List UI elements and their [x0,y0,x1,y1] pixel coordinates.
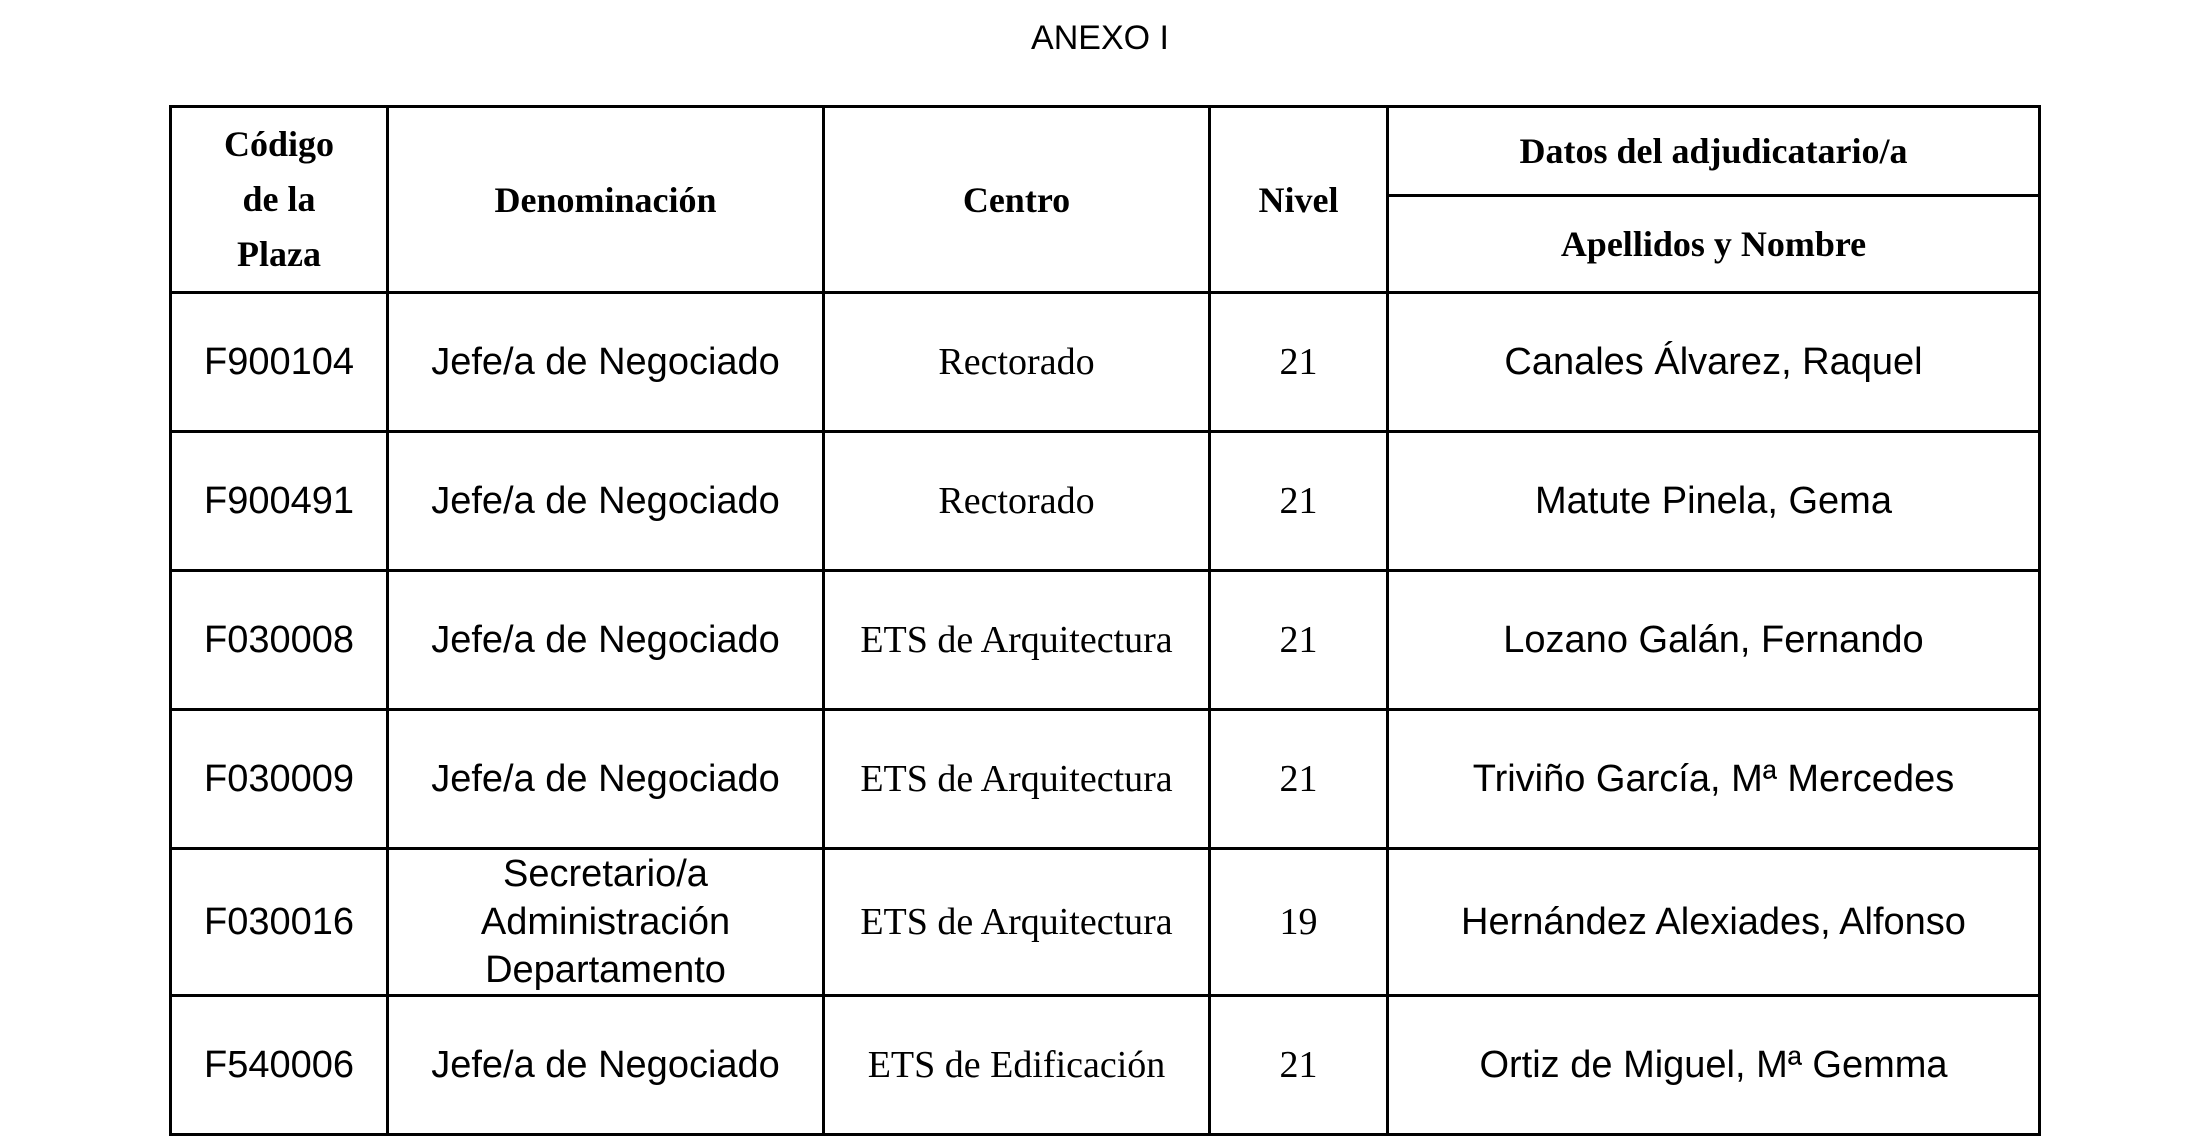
cell-centro: ETS de Edificación [824,996,1210,1135]
cell-denominacion-line-1: Secretario/a [503,853,708,895]
table-row [171,996,2040,1135]
table-header [171,107,2040,293]
cell-nombre: Hernández Alexiades, Alfonso [1388,849,2040,996]
cell-codigo: F030009 [171,710,388,849]
cell-centro: Rectorado [824,293,1210,432]
table-body [171,293,2040,1135]
cell-nivel: 19 [1210,849,1388,996]
table-row [171,571,2040,710]
header-codigo-line-3: Plaza [237,234,321,274]
table-row [171,849,2040,996]
document-title: ANEXO I [1031,19,1169,57]
cell-denominacion [388,849,824,996]
cell-denominacion: Jefe/a de Negociado [388,710,824,849]
table-row [171,710,2040,849]
cell-nombre: Ortiz de Miguel, Mª Gemma [1388,996,2040,1135]
header-codigo-line-1: Código [223,124,335,164]
table-row [171,293,2040,432]
cell-denominacion: Jefe/a de Negociado [388,293,824,432]
cell-centro: ETS de Arquitectura [824,849,1210,996]
cell-denominacion-line-3: Departamento [485,949,726,991]
table-row [171,432,2040,571]
header-nivel: Nivel [1210,107,1388,293]
cell-denominacion-line-2: Administración [480,901,731,943]
header-codigo-line-2: de la [242,179,316,219]
cell-codigo: F900104 [171,293,388,432]
cell-centro: ETS de Arquitectura [824,710,1210,849]
header-codigo [171,107,388,293]
adjudication-table [169,105,2041,1136]
header-denominacion: Denominación [388,107,824,293]
cell-nombre: Triviño García, Mª Mercedes [1388,710,2040,849]
cell-denominacion: Jefe/a de Negociado [388,996,824,1135]
cell-denominacion: Jefe/a de Negociado [388,571,824,710]
cell-nivel: 21 [1210,996,1388,1135]
cell-codigo: F900491 [171,432,388,571]
header-centro: Centro [824,107,1210,293]
cell-centro: ETS de Arquitectura [824,571,1210,710]
cell-nivel: 21 [1210,432,1388,571]
cell-denominacion: Jefe/a de Negociado [388,432,824,571]
cell-codigo: F030008 [171,571,388,710]
cell-codigo: F030016 [171,849,388,996]
cell-nombre: Matute Pinela, Gema [1388,432,2040,571]
cell-nivel: 21 [1210,710,1388,849]
cell-nombre: Lozano Galán, Fernando [1388,571,2040,710]
header-apellidos-nombre: Apellidos y Nombre [1388,196,2040,293]
cell-centro: Rectorado [824,432,1210,571]
cell-nivel: 21 [1210,571,1388,710]
cell-codigo: F540006 [171,996,388,1135]
header-datos-adjudicatario: Datos del adjudicatario/a [1388,107,2040,196]
cell-nivel: 21 [1210,293,1388,432]
cell-nombre: Canales Álvarez, Raquel [1388,293,2040,432]
